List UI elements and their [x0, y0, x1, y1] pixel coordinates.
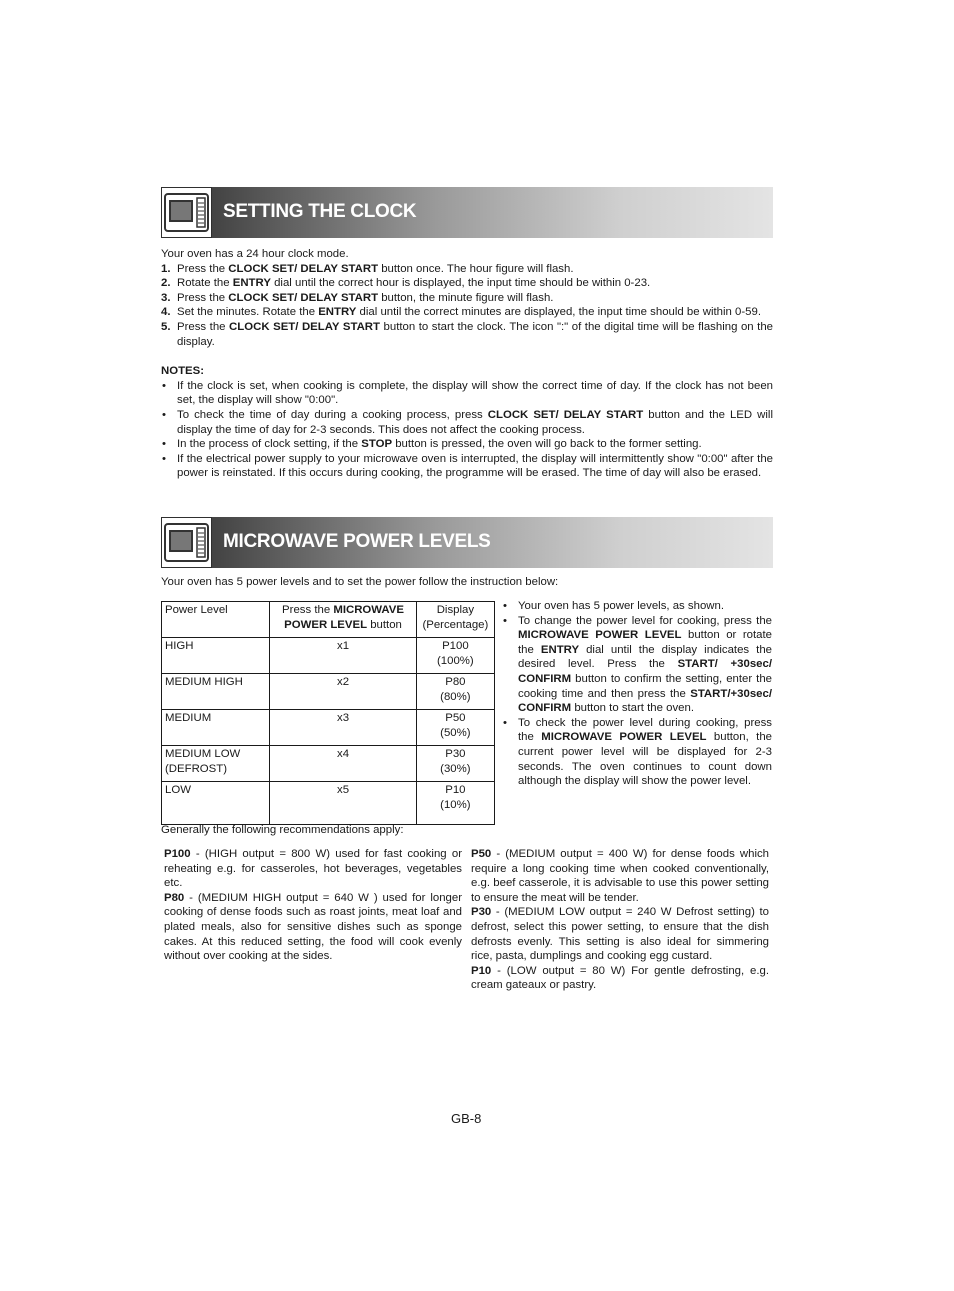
list-item: • If the clock is set, when cooking is complete, the display will show the correct time of day. If the clock has not been set, the display will show "0:00". — [161, 379, 773, 408]
power-bullets-list — [502, 599, 772, 789]
display-cell: P100 (100%) — [416, 638, 494, 674]
list-item: • In the process of clock setting, if the STOP button is pressed, the oven will go back to the former setting. — [161, 437, 773, 452]
power-level-table — [161, 601, 495, 825]
notes-list — [161, 379, 773, 481]
section-title: MICROWAVE POWER LEVELS — [223, 531, 491, 552]
list-item: 4. Set the minutes. Rotate the ENTRY dial until the correct minutes are displayed, the input time should be within 0-59. — [161, 306, 761, 319]
list-item: • To change the power level for cooking, press the MICROWAVE POWER LEVEL button or rotate the ENTRY dial until the display indicates the desired level. Press the START/ +30sec/ CONFIRM button to confirm the setting, enter the cooking time and then press the START/+30sec/ CONFIRM button to start the oven. — [502, 614, 772, 716]
microwave-icon — [161, 517, 212, 568]
list-item: 5. Press the CLOCK SET/ DELAY START button to start the clock. The icon ":" of the digital time will be flashing on the display. — [161, 320, 774, 348]
power-level-cell: MEDIUM LOW (DEFROST) — [162, 746, 270, 782]
section-title: SETTING THE CLOCK — [223, 201, 417, 222]
table-row — [162, 710, 495, 746]
table-header-row — [162, 602, 495, 638]
list-item: • To check the time of day during a cooking process, press CLOCK SET/ DELAY START button and the LED will display the time of day for 2-3 seconds. This does not affect the cooking process. — [161, 408, 773, 437]
clock-intro: Your oven has a 24 hour clock mode. — [161, 248, 349, 260]
clock-steps-list — [161, 262, 773, 350]
display-cell: P30 (30%) — [416, 746, 494, 782]
table-row — [162, 782, 495, 825]
table-row — [162, 638, 495, 674]
display-cell: P80 (80%) — [416, 674, 494, 710]
power-level-cell: MEDIUM HIGH — [162, 674, 270, 710]
display-cell: P10 (10%) — [416, 782, 494, 825]
section-banner-setting-clock — [161, 187, 773, 238]
power-level-cell: HIGH — [162, 638, 270, 674]
recommendation-paragraph: P100 - (HIGH output = 800 W) used for fast cooking or reheating e.g. for casseroles, hot beverages, vegetables etc. — [164, 848, 462, 890]
page-number: GB-8 — [451, 1111, 482, 1126]
recommendation-paragraph: P50 - (MEDIUM output = 400 W) for dense foods which require a long cooking time when cooked conventionally, e.g. beef casserole, it is advisable to use this power setting to ensure the meat will be tender. — [471, 848, 769, 904]
press-count-cell: x1 — [270, 638, 416, 674]
press-count-cell: x5 — [270, 782, 416, 825]
power-level-cell: LOW — [162, 782, 270, 825]
power-level-cell: MEDIUM — [162, 710, 270, 746]
recommend-intro: Generally the following recommendations apply: — [161, 824, 404, 836]
power-level-tips — [502, 599, 772, 789]
list-item: 1. Press the CLOCK SET/ DELAY START button once. The hour figure will flash. — [161, 262, 574, 275]
list-item: • If the electrical power supply to your microwave oven is interrupted, the display will intermittently show "0:00" after the power is reinstated. If this occurs during cooking, the programme will be erased. The time of day will also be erased. — [161, 452, 773, 481]
header-power-level: Power Level — [162, 602, 270, 638]
recommendation-paragraph: P30 - (MEDIUM LOW output = 240 W Defrost setting) to defrost, select this power setting, to ensure that the dish defrosts evenly. This setting is also ideal for simmering rice, pasta, dumplings and cooking egg custard. — [471, 906, 769, 963]
list-item: • To check the power level during cooking, press the MICROWAVE POWER LEVEL button, the current power level will be displayed for 2-3 seconds. The oven continues to count down although the display will show the power level. — [502, 716, 772, 789]
list-item: 2. Rotate the ENTRY dial until the correct hour is displayed, the input time should be within 0-23. — [161, 277, 651, 290]
microwave-icon — [161, 187, 212, 238]
recommendation-paragraph: P80 - (MEDIUM HIGH output = 640 W ) used for longer cooking of dense foods such as roast joints, meat loaf and plated meals, also for sensitive dishes such as sponge cakes. At this reduced setting, the food will cook evenly without over cooking at the sides. — [164, 891, 462, 963]
header-display: Display (Percentage) — [416, 602, 494, 638]
power-intro: Your oven has 5 power levels and to set the power follow the instruction below: — [161, 576, 559, 588]
display-cell: P50 (50%) — [416, 710, 494, 746]
list-item: 3. Press the CLOCK SET/ DELAY START button, the minute figure will flash. — [161, 291, 554, 304]
section-banner-power-levels — [161, 517, 773, 568]
press-count-cell: x4 — [270, 746, 416, 782]
list-item: • Your oven has 5 power levels, as shown. — [502, 599, 772, 614]
clock-section-body — [161, 247, 773, 481]
table-row — [162, 746, 495, 782]
recommend-left-column — [164, 847, 462, 964]
recommend-right-column — [471, 847, 769, 993]
notes-heading: NOTES: — [161, 365, 205, 378]
header-press: Press the MICROWAVE POWER LEVEL button — [270, 602, 416, 638]
recommendation-paragraph: P10 - (LOW output = 80 W) For gentle defrosting, e.g. cream gateaux or pastry. — [471, 964, 769, 992]
table-row — [162, 674, 495, 710]
press-count-cell: x2 — [270, 674, 416, 710]
press-count-cell: x3 — [270, 710, 416, 746]
